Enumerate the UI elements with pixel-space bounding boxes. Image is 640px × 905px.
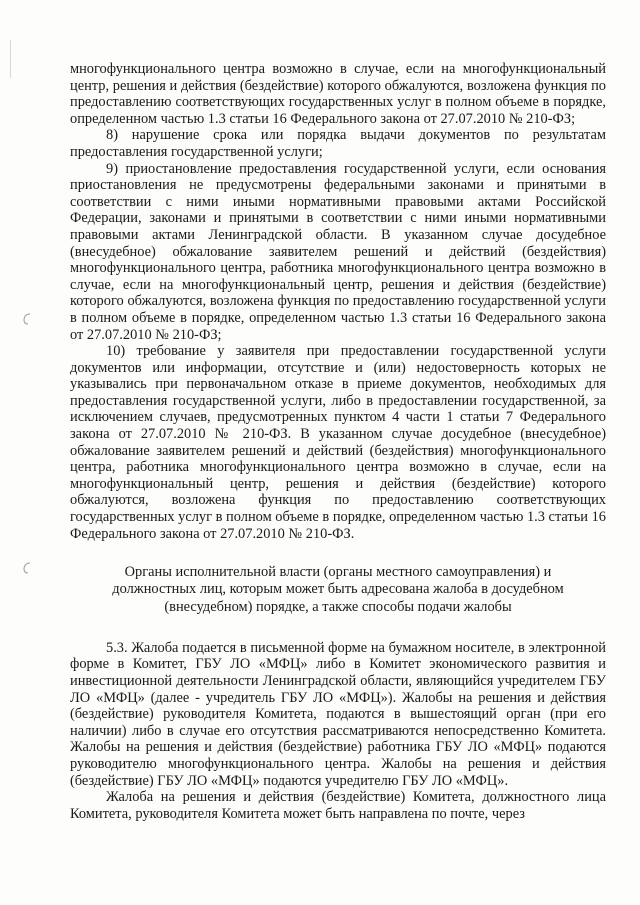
document-body (70, 61, 606, 822)
punch-hole-mark-lower (22, 561, 32, 575)
scan-edge-line (10, 40, 11, 78)
paragraph-complaint-submission: Жалоба на решения и действия (бездействие) Комитета, должностного лица Комитета, руководителя Комитета может быть направлена по почте, через (70, 789, 606, 822)
section-heading: Органы исполнительной власти (органы местного самоуправления) и должностных лиц, которым может быть адресована жалоба в досудебном (внесудебном) порядке, а также способы подачи жалобы (112, 564, 564, 615)
punch-hole-mark-upper (22, 312, 32, 326)
paragraph-item-8: 8) нарушение срока или порядка выдачи документов по результатам предоставления государственной услуги; (70, 127, 606, 160)
paragraph-5-3: 5.3. Жалоба подается в письменной форме на бумажном носителе, в электронной форме в Комитет, ГБУ ЛО «МФЦ» либо в Комитет экономического развития и инвестиционной деятельности Ленинградской области, являющийся учредителем ГБУ ЛО «МФЦ» (далее - учредитель ГБУ ЛО «МФЦ»). Жалобы на решения и действия (бездействие) руководителя Комитета, подаются в вышестоящий орган (при его наличии) либо в случае его отсутствия рассматриваются непосредственно Комитета. Жалобы на решения и действия (бездействие) работника ГБУ ЛО «МФЦ» подаются руководителю многофункционального центра. Жалобы на решения и действия (бездействие) ГБУ ЛО «МФЦ» подаются учредителю ГБУ ЛО «МФЦ». (70, 639, 606, 789)
paragraph-7-continuation: многофункционального центра возможно в случае, если на многофункциональный центр, решения и действия (бездействие) которого обжалуются, возложена функция по предоставлению соответствующих государственных услуг в полном объеме в порядке, определенном частью 1.3 статьи 16 Федерального закона от 27.07.2010 № 210-ФЗ; (70, 61, 606, 127)
paragraph-item-9: 9) приостановление предоставления государственной услуги, если основания приостановления не предусмотрены федеральными законами и принятыми в соответствии с ними иными нормативными правовыми актами Российской Федерации, законами и принятыми в соответствии с ними иными нормативными правовыми актами Ленинградской области. В указанном случае досудебное (внесудебное) обжалование заявителем решений и действий (бездействия) многофункционального центра, работника многофункционального центра возможно в случае, если на многофункциональный центр, решения и действия (бездействие) которого обжалуются, возложена функция по предоставлению государственной услуги в полном объеме в порядке, определенном частью 1.3 статьи 16 Федерального закона от 27.07.2010 № 210-ФЗ; (70, 160, 606, 343)
paragraph-item-10: 10) требование у заявителя при предоставлении государственной услуги документов или информации, отсутствие и (или) недостоверность которых не указывались при первоначальном отказе в приеме документов, необходимых для предоставления государственной услуги, либо в предоставлении государственной, за исключением случаев, предусмотренных пунктом 4 части 1 статьи 7 Федерального закона от 27.07.2010 № 210-ФЗ. В указанном случае досудебное (внесудебное) обжалование заявителем решений и действий (бездействия) многофункционального центра, работника многофункционального центра возможно в случае, если на многофункциональный центр, решения и действия (бездействие) которого обжалуются, возложена функция по предоставлению соответствующих государственных услуг в полном объеме в порядке, определенном частью 1.3 статьи 16 Федерального закона от 27.07.2010 № 210-ФЗ. (70, 343, 606, 542)
